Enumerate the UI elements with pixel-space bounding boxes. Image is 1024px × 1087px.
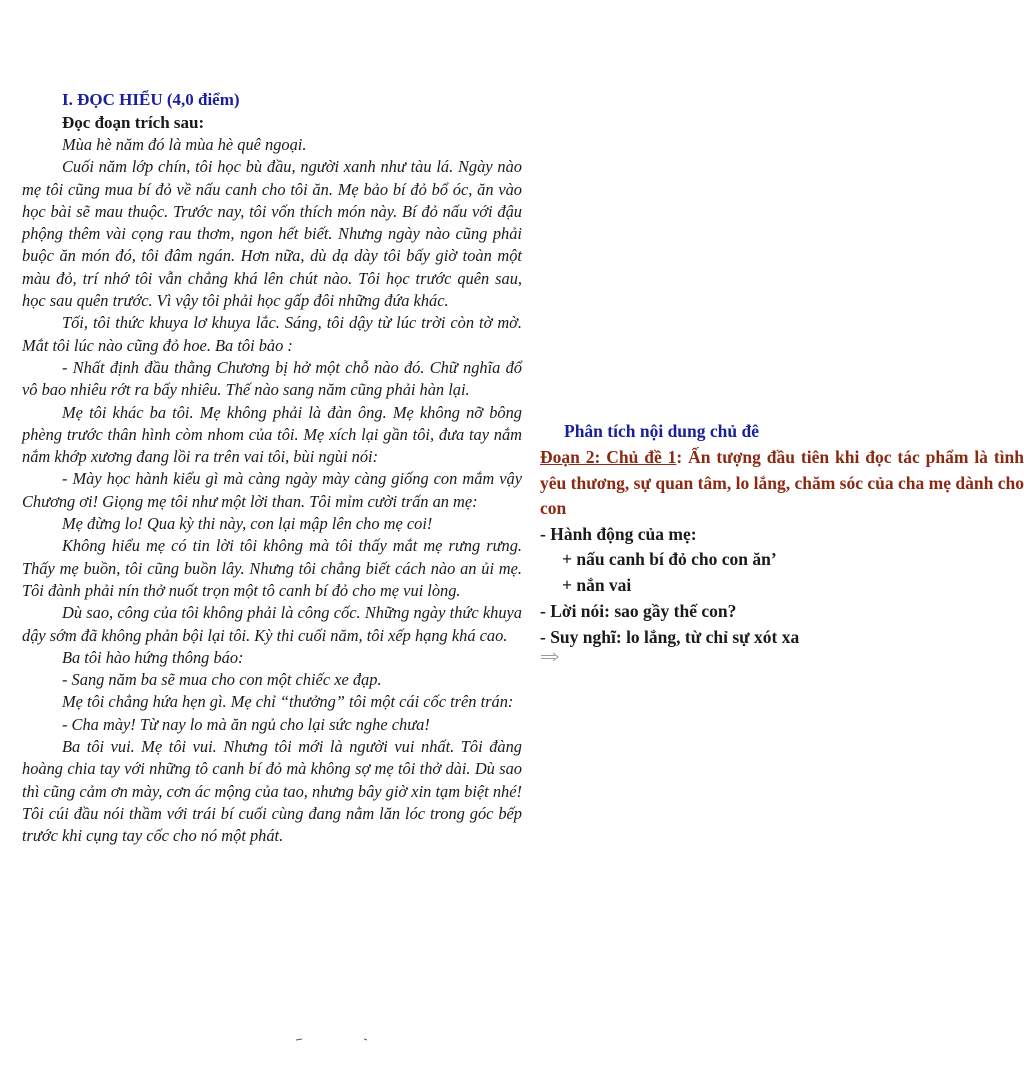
passage-paragraph: - Nhất định đầu thằng Chương bị hở một chỗ nào đó. Chữ nghĩa đổ vô bao nhiêu rớt ra bấy nhiêu. Thế nào sang năm cũng phải hàn lại. xyxy=(22,357,522,400)
passage-paragraph: Mẹ đừng lo! Qua kỳ thi này, con lại mập lên cho mẹ coi! xyxy=(62,514,433,534)
passage-paragraph: Dù sao, công của tôi không phải là công cốc. Những ngày thức khuya dậy sớm đã không phản bội lại tôi. Kỳ thi cuối năm, tôi xếp hạng khá cao. xyxy=(22,603,522,645)
passage-paragraph: Mùa hè năm đó là mùa hè quê ngoại. xyxy=(62,135,307,154)
passage-paragraph: Mẹ tôi chẳng hứa hẹn gì. Mẹ chỉ “thưởng” tôi một cái cốc trên trán: xyxy=(62,692,514,712)
ink-mark-decoration xyxy=(296,1038,302,1041)
passage-paragraph: Cuối năm lớp chín, tôi học bù đầu, người xanh như tàu lá. Ngày nào mẹ tôi cũng mua bí đỏ về nấu canh cho tôi ăn. Mẹ bảo bí đỏ bổ óc, ăn vào học bài sẽ mau thuộc. Trước nay, tôi vốn thích món này. Bí đỏ nấu với đậu phộng thêm vài cọng rau thơm, ngon hết biết. Nhưng ngày nào cũng phải buộc ăn món đó, tôi đâm ngán. Hơn nữa, dù dạ dày tôi bấy giờ toàn một màu đỏ, trí nhớ tôi vẫn chẳng khá lên chút nào. Tôi học trước quên sau, học sau quên trước. Vì vậy tôi phải học gấp đôi những đứa khác. xyxy=(22,157,522,311)
passage-paragraph: - Sang năm ba sẽ mua cho con một chiếc xe đạp. xyxy=(62,670,382,690)
analysis-title: Phân tích nội dung chủ đê xyxy=(564,421,759,441)
analysis-intro-text: : Ấn tượng đầu tiên khi đọc tác phẩm là tình yêu thương, sự quan tâm, lo lắng, chăm sóc của cha mẹ dành cho con xyxy=(540,447,1024,518)
analysis-line-cook: + nấu canh bí đỏ cho con ăn’ xyxy=(562,549,777,570)
reading-passage xyxy=(22,88,522,848)
passage-paragraph: Không hiểu mẹ có tin lời tôi không mà tôi thấy mắt mẹ rưng rưng. Thấy mẹ buồn, tôi cũng buồn lây. Nhưng tôi chẳng biết cách nào an ủi mẹ. Tôi đành phải nín thở nuốt trọn một tô canh bí đỏ cho mẹ vui lòng. xyxy=(22,536,522,600)
reading-instruction: Đọc đoạn trích sau: xyxy=(62,113,205,132)
ink-mark-decoration xyxy=(363,1038,369,1041)
passage-paragraph: Mẹ tôi khác ba tôi. Mẹ không phải là đàn ông. Mẹ không nỡ bông phèng trước thân hình còm nhom của tôi. Mẹ xích lại gần tôi, đưa tay nắm nắm khớp xương đang lồi ra trên vai tôi, bùi ngùi nói: xyxy=(22,402,522,467)
right-arrow-icon xyxy=(540,652,560,662)
analysis-line-shoulder: + nắn vai xyxy=(562,575,632,596)
analysis-line-thoughts: - Suy nghĩ: lo lắng, từ chỉ sự xót xa xyxy=(540,626,800,647)
passage-paragraph: Ba tôi vui. Mẹ tôi vui. Nhưng tôi mới là người vui nhất. Tôi đàng hoàng chia tay với những tô canh bí đỏ mà không sợ mẹ tôi thở dài. Dù sao thì cũng cảm ơn mày, cơn ác mộng của tao, nhưng bây giờ xin tạm biệt nhé! Tôi cúi đầu nói thầm với trái bí cuối cùng đang nằm lăn lóc trong góc bếp trước khi cụng tay cốc cho nó một phát. xyxy=(22,737,522,846)
analysis-line-actions: - Hành động của mẹ: xyxy=(540,523,697,544)
analysis-line-words: - Lời nói: sao gầy thế con? xyxy=(540,600,737,621)
section-heading: I. ĐỌC HIỂU (4,0 điểm) xyxy=(62,90,240,109)
passage-paragraph: - Mày học hành kiểu gì mà càng ngày mày càng giống con mắm vậy Chương ơi! Giọng mẹ tôi như một lời than. Tôi mỉm cười trấn an mẹ: xyxy=(22,469,522,511)
analysis-intro xyxy=(540,445,1024,522)
analysis-intro-label: Đoạn 2: Chủ đề 1 xyxy=(540,447,677,467)
passage-paragraph: - Cha mày! Từ nay lo mà ăn ngủ cho lại sức nghe chưa! xyxy=(62,714,430,734)
analysis-panel xyxy=(540,418,1024,662)
passage-paragraph: Ba tôi hào hứng thông báo: xyxy=(62,647,244,667)
passage-paragraph: Tối, tôi thức khuya lơ khuya lắc. Sáng, tôi dậy từ lúc trời còn tờ mờ. Mắt tôi lúc nào cũng đỏ hoe. Ba tôi bảo : xyxy=(22,313,522,355)
